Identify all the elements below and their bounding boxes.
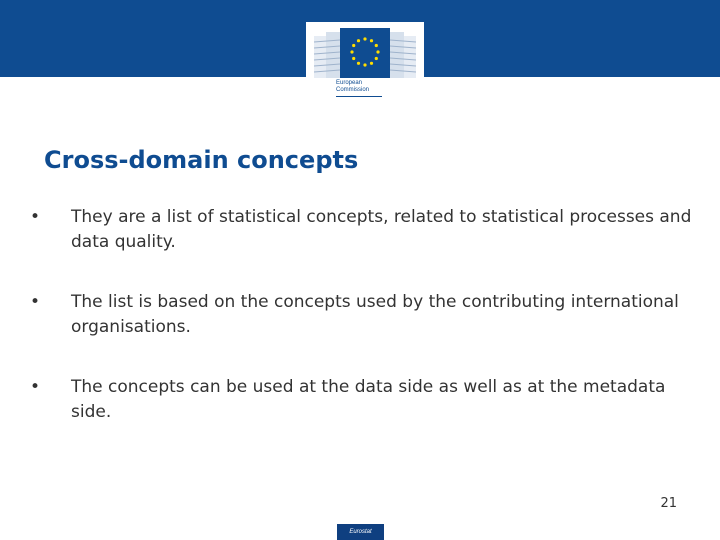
logo-underline <box>336 96 382 97</box>
page-number: 21 <box>660 496 677 511</box>
bullet-marker: • <box>30 207 41 227</box>
bullet-text: They are a list of statistical concepts, related to statistical processes and data quality. <box>71 207 692 252</box>
european-commission-logo[interactable] <box>306 22 424 102</box>
bullet-item <box>30 290 700 340</box>
logo-line-1: European <box>336 80 363 86</box>
logo-wordmark <box>336 80 396 94</box>
slide-title: Cross-domain concepts <box>44 146 359 174</box>
bullet-marker: • <box>30 292 41 312</box>
eurostat-badge[interactable]: Eurostat <box>337 524 384 540</box>
eu-flag <box>340 28 390 78</box>
bullet-item <box>30 205 700 255</box>
commission-building-icon <box>312 22 418 78</box>
bullet-marker: • <box>30 377 41 397</box>
bullet-list <box>30 205 700 460</box>
bullet-text: The list is based on the concepts used by the contributing international organisations. <box>71 292 679 337</box>
logo-line-2: Commission <box>336 87 370 93</box>
bullet-text: The concepts can be used at the data side as well as at the metadata side. <box>71 377 666 422</box>
bullet-item <box>30 375 700 425</box>
